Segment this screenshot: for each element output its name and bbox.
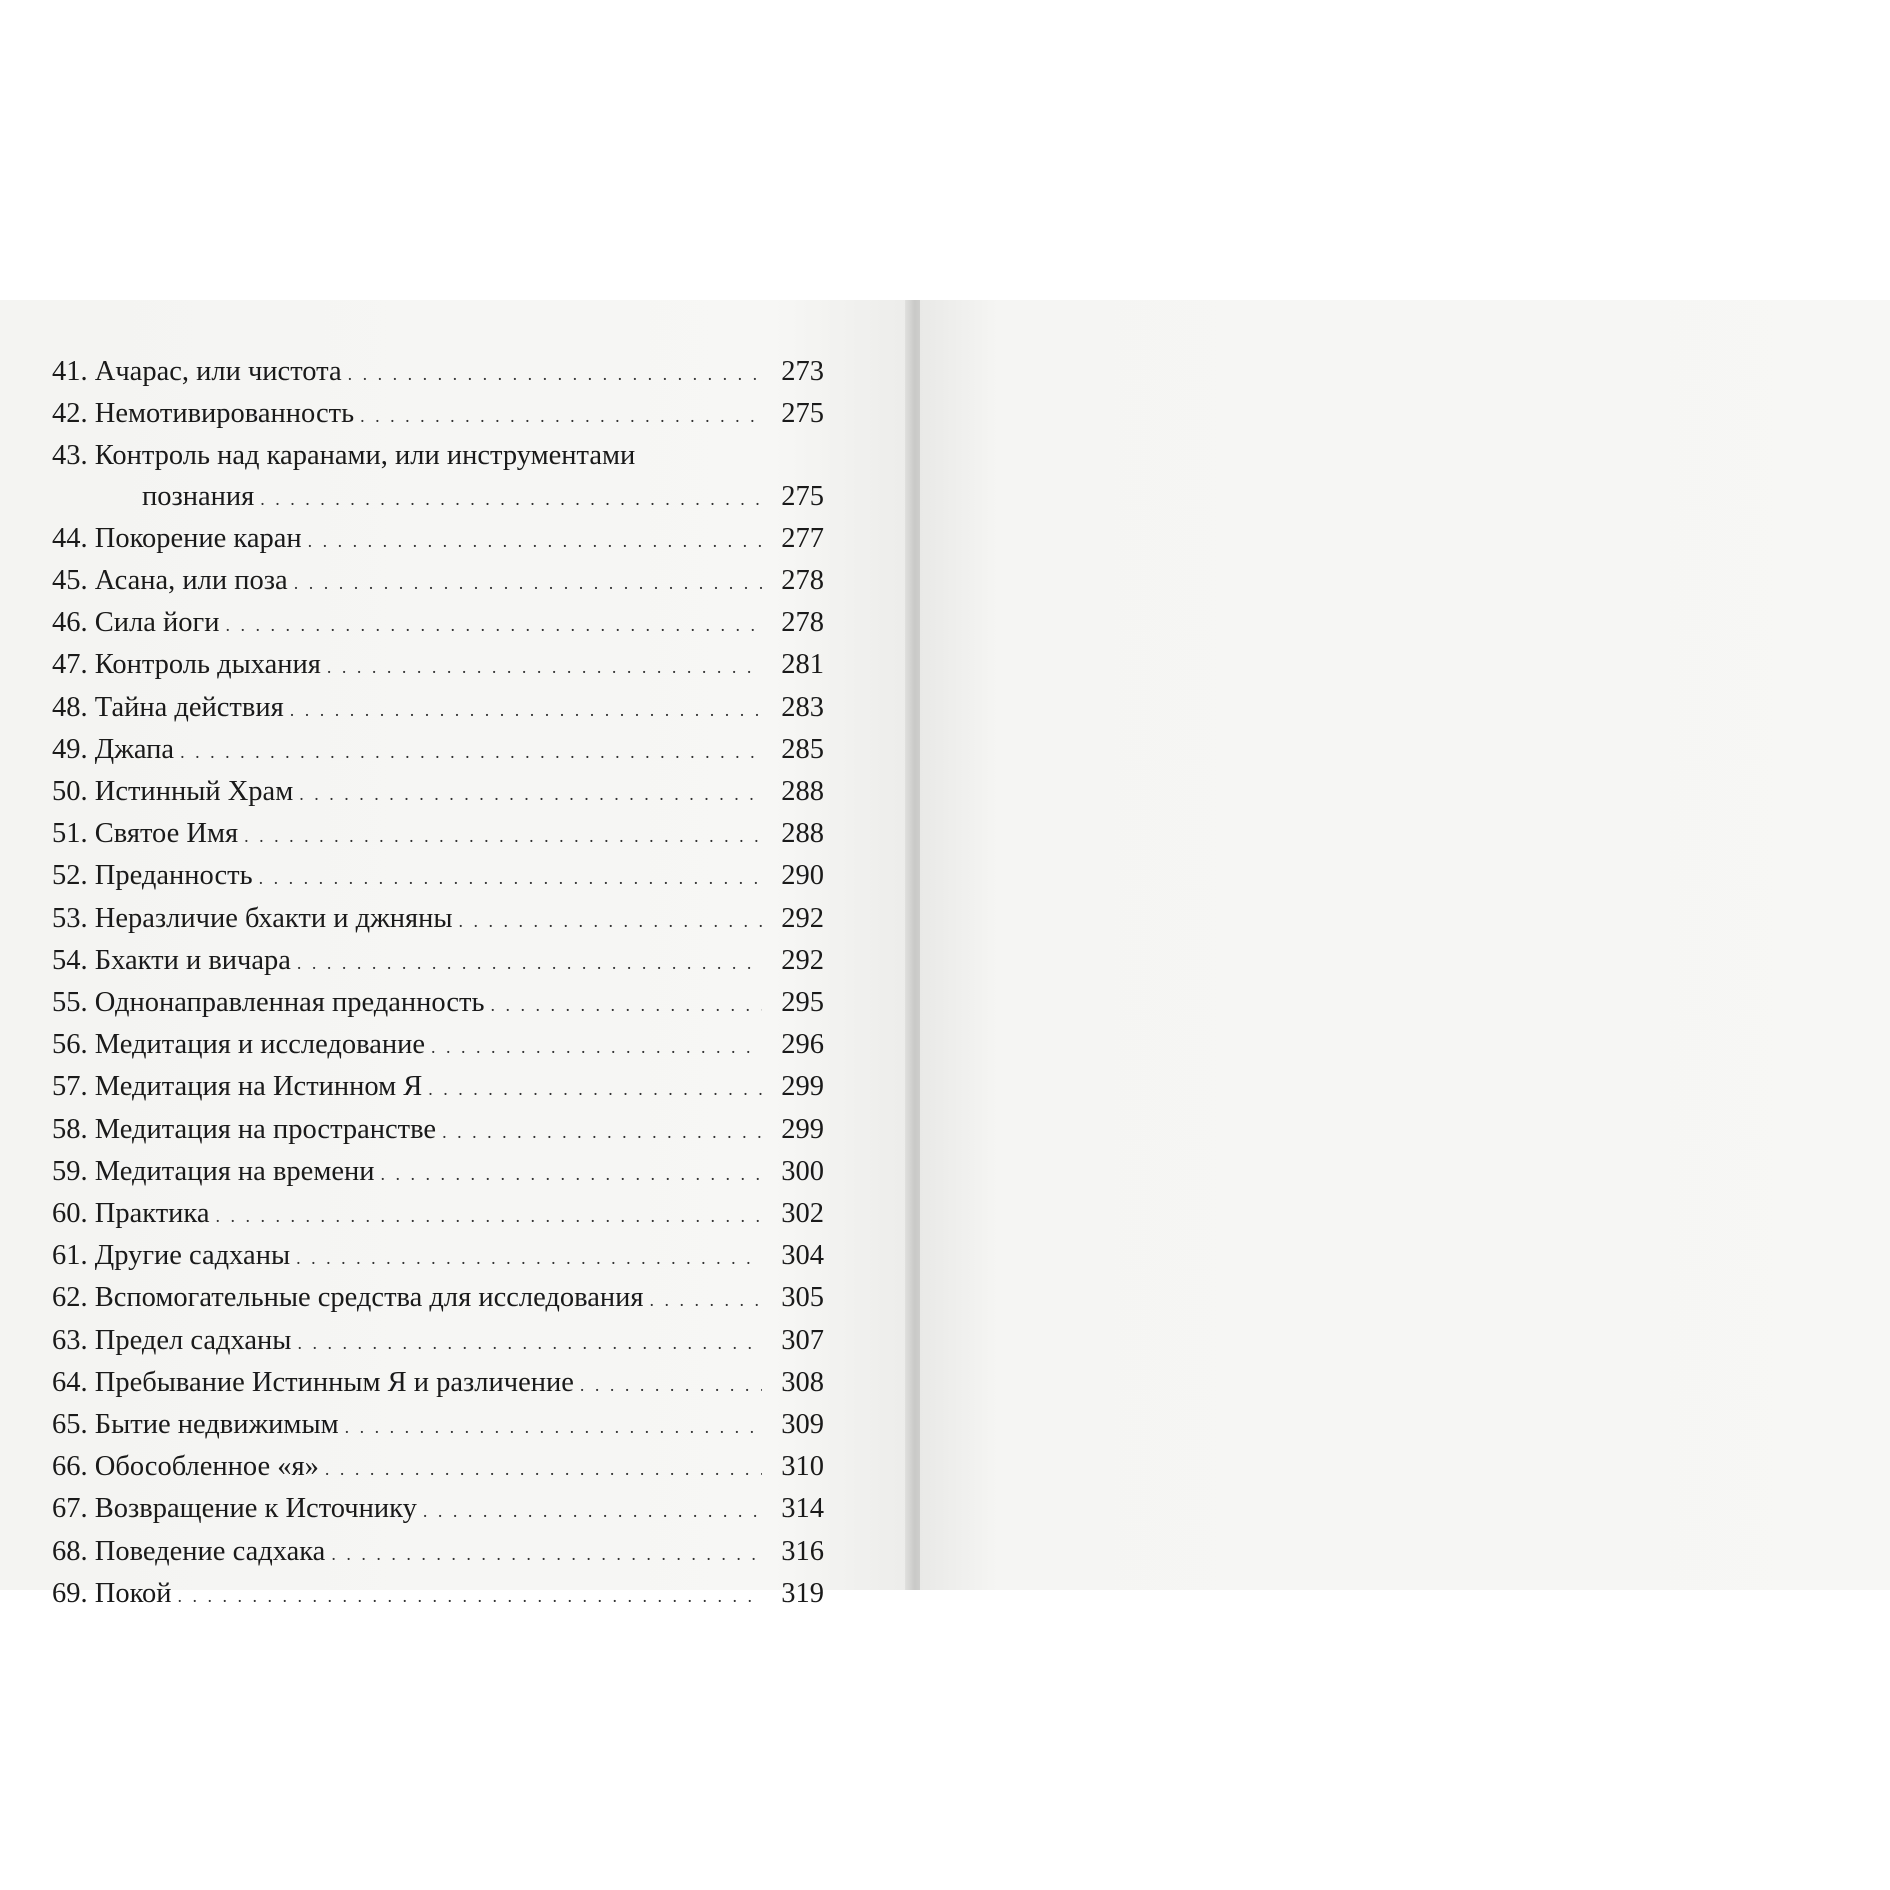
toc-entry-page-number: 277 xyxy=(781,522,824,554)
leader-dots xyxy=(290,690,762,730)
leader-dots xyxy=(580,1365,762,1405)
toc-entry-title: 60. Практика xyxy=(52,1198,210,1230)
toc-entry-page-number: 290 xyxy=(781,860,824,892)
toc-entry xyxy=(52,1278,824,1320)
leader-dots xyxy=(650,1280,763,1320)
left-page xyxy=(0,300,912,1609)
toc-entry-title: 41. Ачарас, или чистота xyxy=(52,356,342,387)
toc-entry xyxy=(52,1532,824,1574)
leader-dots xyxy=(260,479,762,519)
leader-dots xyxy=(299,774,762,814)
toc-entry xyxy=(52,477,824,519)
leader-dots xyxy=(259,858,762,898)
toc-entry-title: 57. Медитация на Истинном Я xyxy=(52,1071,423,1103)
toc-entry xyxy=(52,1110,824,1152)
toc-entry-title: 43. Контроль над каранами, или инструментами xyxy=(52,440,636,472)
toc-entry-title: 63. Предел садханы xyxy=(52,1324,292,1356)
leader-dots xyxy=(442,1112,762,1152)
toc-entry xyxy=(52,899,824,941)
toc-entry-title: 50. Истинный Храм xyxy=(52,776,294,808)
toc-entry xyxy=(52,645,824,687)
toc-entry xyxy=(52,519,824,561)
toc-entry xyxy=(52,1447,824,1489)
toc-entry xyxy=(52,688,824,730)
toc-entry xyxy=(52,772,824,814)
leader-dots xyxy=(345,1407,762,1447)
toc-entry xyxy=(52,1236,824,1278)
leader-dots xyxy=(459,901,762,941)
toc-entry xyxy=(52,603,824,645)
toc-entry xyxy=(52,352,824,394)
leader-dots xyxy=(423,1491,762,1531)
book-spread xyxy=(0,300,1890,1609)
toc-entry-title: 42. Немотивированность xyxy=(52,398,355,430)
leader-dots xyxy=(296,1238,762,1278)
toc-entry-title: 61. Другие садханы xyxy=(52,1240,291,1272)
toc-entry-title: познания xyxy=(142,480,255,512)
toc-entry-page-number: 285 xyxy=(781,733,824,765)
toc-entry xyxy=(52,561,824,603)
toc-entry-page-number: 281 xyxy=(781,649,824,681)
toc-entry-page-number: 283 xyxy=(781,691,824,723)
toc-entry xyxy=(52,941,824,983)
toc-entry-title: 56. Медитация и исследование xyxy=(52,1029,425,1061)
toc-entry-title: 68. Поведение садхака xyxy=(52,1535,326,1567)
leader-dots xyxy=(297,1323,762,1363)
toc-entry-title: 55. Однонаправленная преданность xyxy=(52,987,485,1019)
toc-entry-page-number: 273 xyxy=(781,356,824,387)
toc-entry-title: 69. Покой xyxy=(52,1577,172,1609)
toc-entry-title: 59. Медитация на времени xyxy=(52,1155,375,1187)
toc-entry-title: 62. Вспомогательные средства для исследования xyxy=(52,1282,644,1314)
toc-entry-page-number: 302 xyxy=(781,1198,824,1230)
toc-entry xyxy=(52,856,824,898)
toc-entry-page-number: 309 xyxy=(781,1409,824,1441)
toc-entry-title: 51. Святое Имя xyxy=(52,818,239,850)
leader-dots xyxy=(428,1069,762,1109)
toc-entry-page-number: 314 xyxy=(781,1493,824,1525)
leader-dots xyxy=(215,1196,762,1236)
toc-entry xyxy=(52,1574,824,1616)
toc-entry-page-number: 275 xyxy=(781,398,824,430)
toc-entry xyxy=(52,1489,824,1531)
leader-dots xyxy=(325,1449,762,1489)
toc-entry xyxy=(52,730,824,772)
toc-entry xyxy=(52,1405,824,1447)
toc-entry xyxy=(52,1194,824,1236)
leader-dots xyxy=(327,647,762,687)
leader-dots xyxy=(294,563,762,603)
leader-dots xyxy=(308,521,762,561)
toc-entry-title: 65. Бытие недвижимым xyxy=(52,1409,339,1441)
toc-entry-title: 45. Асана, или поза xyxy=(52,565,288,596)
toc-entry-title: 52. Преданность xyxy=(52,860,253,892)
toc-entry xyxy=(52,1025,824,1067)
toc-entry-title: 67. Возвращение к Источнику xyxy=(52,1493,417,1525)
toc-entry-page-number: 300 xyxy=(781,1155,824,1187)
toc-entry-title: 58. Медитация на пространстве xyxy=(52,1113,437,1145)
toc-entry-title: 53. Неразличие бхакти и джняны xyxy=(52,902,453,934)
toc-entry-page-number: 310 xyxy=(781,1451,824,1483)
table-of-contents-left xyxy=(52,352,824,1616)
toc-entry-title: 47. Контроль дыхания xyxy=(52,649,321,681)
toc-entry xyxy=(52,814,824,856)
leader-dots xyxy=(490,985,762,1025)
toc-entry-title: 49. Джапа xyxy=(52,733,175,765)
leader-dots xyxy=(331,1534,762,1574)
toc-entry-page-number: 278 xyxy=(781,607,824,639)
toc-entry-page-number: 299 xyxy=(781,1071,824,1103)
toc-entry-page-number: 308 xyxy=(781,1366,824,1398)
toc-entry-title: 46. Сила йоги xyxy=(52,607,220,639)
toc-entry-page-number: 278 xyxy=(781,565,824,596)
toc-entry-title: 64. Пребывание Истинным Я и различение xyxy=(52,1366,574,1398)
toc-entry-page-number: 292 xyxy=(781,944,824,976)
toc-entry-page-number: 295 xyxy=(781,987,824,1019)
toc-entry-title: 44. Покорение каран xyxy=(52,522,302,554)
toc-entry-page-number: 319 xyxy=(781,1577,824,1609)
toc-entry-page-number: 304 xyxy=(781,1240,824,1272)
toc-entry-page-number: 275 xyxy=(781,480,824,512)
toc-entry-title: 54. Бхакти и вичара xyxy=(52,944,291,976)
toc-entry xyxy=(52,1363,824,1405)
leader-dots xyxy=(381,1154,762,1194)
right-page xyxy=(920,300,1890,1590)
toc-entry-page-number: 292 xyxy=(781,902,824,934)
toc-entry-page-number: 288 xyxy=(781,818,824,850)
toc-entry xyxy=(52,436,824,476)
leader-dots xyxy=(431,1027,762,1067)
toc-entry-page-number: 299 xyxy=(781,1113,824,1145)
toc-entry-page-number: 305 xyxy=(781,1282,824,1314)
toc-entry xyxy=(52,983,824,1025)
toc-entry xyxy=(52,1321,824,1363)
leader-dots xyxy=(360,396,762,436)
leader-dots xyxy=(297,943,762,983)
leader-dots xyxy=(225,605,762,645)
leader-dots xyxy=(244,816,762,856)
toc-entry-title: 48. Тайна действия xyxy=(52,691,284,723)
toc-entry xyxy=(52,1067,824,1109)
toc-entry-page-number: 307 xyxy=(781,1324,824,1356)
toc-entry-page-number: 296 xyxy=(781,1029,824,1061)
toc-entry-page-number: 288 xyxy=(781,776,824,808)
leader-dots xyxy=(180,732,762,772)
leader-dots xyxy=(177,1576,762,1616)
toc-entry xyxy=(52,394,824,436)
toc-entry-page-number: 316 xyxy=(781,1535,824,1567)
toc-entry xyxy=(52,1152,824,1194)
leader-dots xyxy=(348,354,762,394)
toc-entry-title: 66. Обособленное «я» xyxy=(52,1451,319,1483)
